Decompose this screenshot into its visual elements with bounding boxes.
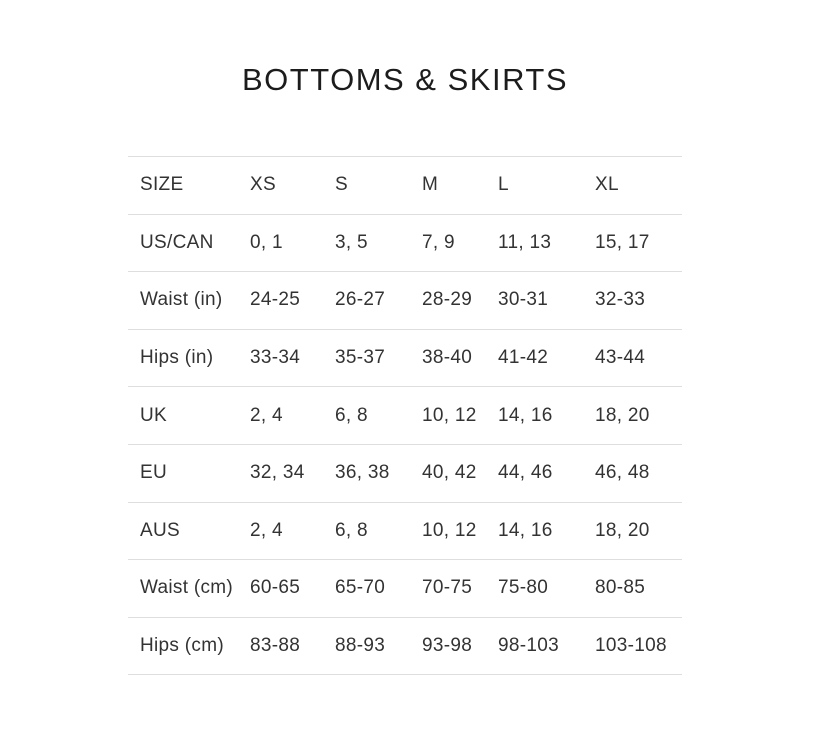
size-cell: 35-37	[335, 329, 422, 387]
column-header-xl: XL	[595, 157, 682, 215]
size-cell: 41-42	[498, 329, 595, 387]
table-row-hips-cm	[128, 617, 682, 675]
row-label: EU	[128, 444, 250, 502]
row-label: Hips (cm)	[128, 617, 250, 675]
column-header-size: SIZE	[128, 157, 250, 215]
size-cell: 36, 38	[335, 444, 422, 502]
table-row-waist-in	[128, 272, 682, 330]
size-cell: 3, 5	[335, 214, 422, 272]
size-cell: 10, 12	[422, 387, 498, 445]
table-row-hips-in	[128, 329, 682, 387]
row-label: UK	[128, 387, 250, 445]
table-row-eu	[128, 444, 682, 502]
row-label: Waist (cm)	[128, 560, 250, 618]
size-cell: 18, 20	[595, 387, 682, 445]
size-cell: 24-25	[250, 272, 335, 330]
column-header-xs: XS	[250, 157, 335, 215]
column-header-m: M	[422, 157, 498, 215]
table-header-row	[128, 157, 682, 215]
size-cell: 40, 42	[422, 444, 498, 502]
column-header-l: L	[498, 157, 595, 215]
size-cell: 14, 16	[498, 387, 595, 445]
size-cell: 26-27	[335, 272, 422, 330]
size-cell: 88-93	[335, 617, 422, 675]
size-chart-table	[128, 156, 682, 675]
size-cell: 32, 34	[250, 444, 335, 502]
size-cell: 33-34	[250, 329, 335, 387]
size-cell: 6, 8	[335, 387, 422, 445]
page-title: BOTTOMS & SKIRTS	[241, 62, 569, 97]
row-label: Hips (in)	[128, 329, 250, 387]
table-row-waist-cm	[128, 560, 682, 618]
size-cell: 0, 1	[250, 214, 335, 272]
table-row-us-can	[128, 214, 682, 272]
size-cell: 7, 9	[422, 214, 498, 272]
size-cell: 98-103	[498, 617, 595, 675]
size-cell: 10, 12	[422, 502, 498, 560]
size-cell: 70-75	[422, 560, 498, 618]
size-cell: 28-29	[422, 272, 498, 330]
size-cell: 2, 4	[250, 502, 335, 560]
table-row-aus	[128, 502, 682, 560]
size-cell: 30-31	[498, 272, 595, 330]
size-cell: 43-44	[595, 329, 682, 387]
row-label: Waist (in)	[128, 272, 250, 330]
size-cell: 14, 16	[498, 502, 595, 560]
size-cell: 2, 4	[250, 387, 335, 445]
row-label: US/CAN	[128, 214, 250, 272]
size-cell: 103-108	[595, 617, 682, 675]
size-cell: 6, 8	[335, 502, 422, 560]
size-cell: 65-70	[335, 560, 422, 618]
size-cell: 93-98	[422, 617, 498, 675]
size-cell: 15, 17	[595, 214, 682, 272]
size-cell: 60-65	[250, 560, 335, 618]
size-cell: 32-33	[595, 272, 682, 330]
size-cell: 83-88	[250, 617, 335, 675]
table-row-uk	[128, 387, 682, 445]
size-cell: 44, 46	[498, 444, 595, 502]
row-label: AUS	[128, 502, 250, 560]
column-header-s: S	[335, 157, 422, 215]
size-cell: 11, 13	[498, 214, 595, 272]
size-cell: 80-85	[595, 560, 682, 618]
size-cell: 38-40	[422, 329, 498, 387]
size-cell: 46, 48	[595, 444, 682, 502]
size-cell: 18, 20	[595, 502, 682, 560]
size-cell: 75-80	[498, 560, 595, 618]
